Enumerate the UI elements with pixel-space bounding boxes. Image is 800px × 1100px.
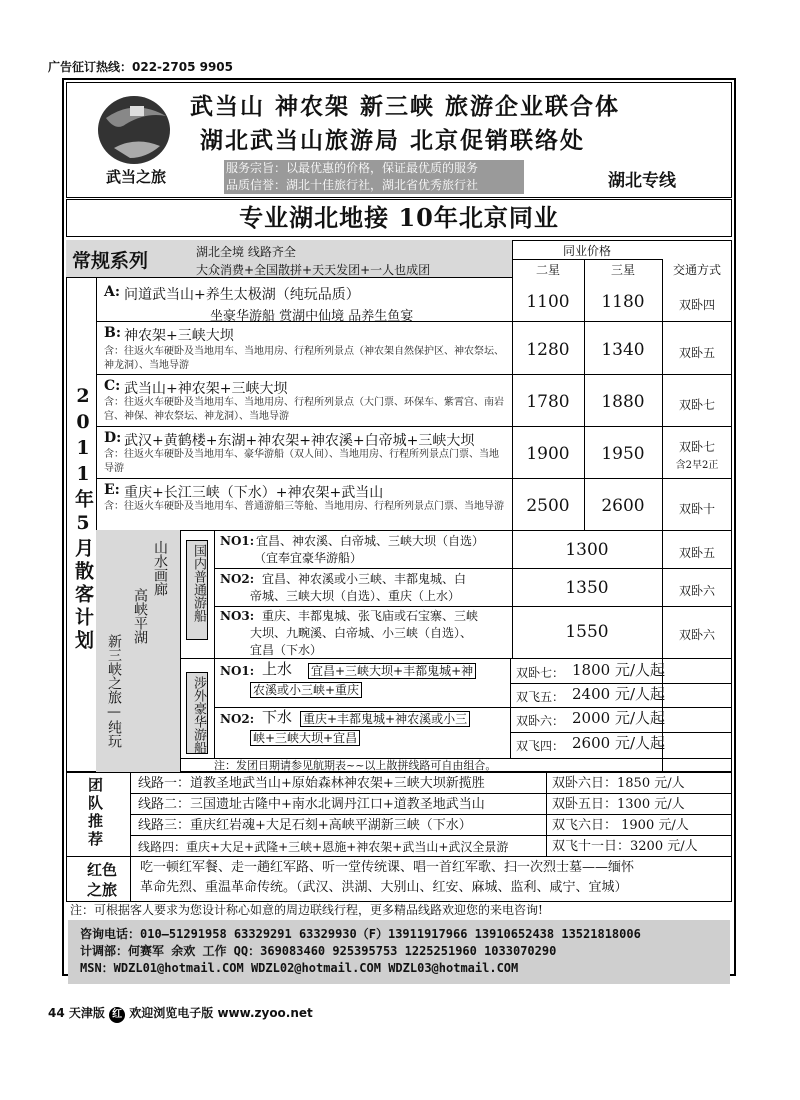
route-e-price-3star: 2600 xyxy=(601,496,645,516)
domestic-no1-price: 1300 xyxy=(565,540,609,560)
foreign-price-4: 2600 元/人起 xyxy=(572,734,665,752)
side-label: 2011年5月散客计划 xyxy=(72,385,94,653)
col-transport: 交通方式 xyxy=(672,263,721,277)
red-tour-line2: 革命先烈、重温革命传统。（武汉、洪湖、大别山、红安、麻城、监利、咸宁、宜城） xyxy=(140,880,628,895)
col-3star: 三星 xyxy=(610,263,635,277)
route-b-transport: 双卧五 xyxy=(678,346,715,360)
route-e-title: 重庆+长江三峡（下水）+神农架+武当山 xyxy=(124,485,384,501)
route-d-transport: 双卧七 xyxy=(678,440,715,454)
foreign-price-2: 2400 元/人起 xyxy=(572,685,665,703)
series-sub1: 湖北全境 线路齐全 xyxy=(196,245,296,259)
route-a-price-2star: 1100 xyxy=(526,292,570,312)
foreign-no2-route1 xyxy=(300,710,470,728)
route-d-code: D: xyxy=(104,430,122,446)
domestic-no1-line1: 宜昌、神农溪、白帝城、三峡大坝（自选） xyxy=(256,534,485,548)
red-badge-icon: 红 xyxy=(109,1007,125,1023)
domestic-no2-price: 1350 xyxy=(565,578,609,598)
foreign-no1-route2-text: 农溪或小三峡+重庆 xyxy=(250,682,362,698)
domestic-no3-code: NO3: xyxy=(220,609,255,623)
group-line-3-price: 双飞六日： 1900 元/人 xyxy=(552,818,689,833)
ad-hotline: 广告征订热线：022-2705 9905 xyxy=(48,60,234,74)
foreign-price-4-label: 双飞四： xyxy=(516,739,565,753)
series-label: 常规系列 xyxy=(72,250,149,272)
route-c-transport: 双卧七 xyxy=(678,398,715,412)
route-b-code: B: xyxy=(104,325,122,341)
domestic-no3-line3: 宜昌（下水） xyxy=(250,643,323,657)
foreign-price-1: 1800 元/人起 xyxy=(572,661,665,679)
route-b-price-3star: 1340 xyxy=(601,340,645,360)
domestic-no2-code: NO2: xyxy=(220,572,255,586)
header-title-2: 湖北武当山旅游局 北京促销联络处 xyxy=(200,127,586,154)
domestic-no2-line1: 宜昌、神农溪或小三峡、丰都鬼城、白 xyxy=(262,572,467,586)
group-line-3: 线路三：重庆红岩魂+大足石刻+高峡平湖新三峡（下水） xyxy=(138,818,472,833)
route-d-note: 含：往返火车硬卧及当地用车、豪华游船（双人间）、当地用房、行程所列景点门票、当地导游 xyxy=(104,449,499,474)
gorges-scenic-2: 高峡平湖 xyxy=(132,588,148,644)
gorges-note: 注：发团日期请参见航期表~~以上散拼线路可自由组合。 xyxy=(214,759,497,772)
foreign-price-3-label: 双卧六： xyxy=(516,714,565,728)
bottom-note: 注：可根据客人要求为您设计称心如意的周边联线行程，更多精品线路欢迎您的来电咨询! xyxy=(70,903,543,917)
group-line-1: 线路一：道教圣地武当山+原始森林神农架+三峡大坝新揽胜 xyxy=(138,776,485,791)
service-tenet: 服务宗旨：以最优惠的价格，保证最优质的服务 xyxy=(226,161,479,175)
contact-phone: 咨询电话：010—51291958 63329291 63329930（F）13911917966 13910652438 13521818006 xyxy=(80,927,641,941)
domestic-no1-line2: （宜奉宜豪华游船） xyxy=(254,551,363,565)
group-label: 团队推荐 xyxy=(88,776,104,848)
route-a-note: 坐豪华游船 赏湖中仙境 品养生鱼宴 xyxy=(210,309,414,324)
domestic-no2-transport: 双卧六 xyxy=(678,584,715,598)
route-a-price-3star: 1180 xyxy=(601,292,645,312)
foreign-no1-route2 xyxy=(250,681,362,699)
route-c-code: C: xyxy=(104,378,121,394)
route-a-transport: 双卧四 xyxy=(678,298,715,312)
header-title-1: 武当山 神农架 新三峡 旅游企业联合体 xyxy=(190,93,621,120)
foreign-no2-dir: 下水 xyxy=(262,708,293,726)
series-sub2: 大众消费+全国散拼+天天发团+一人也成团 xyxy=(196,263,431,277)
domestic-no3-line1: 重庆、丰都鬼城、张飞庙或石宝寨、三峡 xyxy=(262,609,479,623)
route-c-price-2star: 1780 xyxy=(526,392,570,412)
domestic-no2-line2: 帝城、三峡大坝（自选）、重庆（上水） xyxy=(250,589,461,603)
slogan: 专业湖北地接 10年北京同业 xyxy=(66,199,732,237)
contact-staff: 计调部：何赛军 余欢 工作 QQ：369083460 925395753 1225251960 1033070290 xyxy=(80,944,557,958)
foreign-no2-route1-text: 重庆+丰都鬼城+神农溪或小三 xyxy=(300,711,470,727)
contact-box xyxy=(68,920,730,984)
foreign-no1-dir: 上水 xyxy=(262,660,293,678)
foreign-no1-code: NO1: xyxy=(220,664,255,678)
group-line-2: 线路二：三国遗址古隆中+南水北调丹江口+道教圣地武当山 xyxy=(138,797,485,812)
domestic-no3-line2: 大坝、九畹溪、白帝城、小三峡（自选）、 xyxy=(250,626,473,640)
route-b-price-2star: 1280 xyxy=(526,340,570,360)
foreign-price-3: 2000 元/人起 xyxy=(572,709,665,727)
route-d-transport-note: 含2早2正 xyxy=(675,460,719,471)
foreign-no2-route2 xyxy=(250,729,360,747)
gorges-scenic-1: 山水画廊 xyxy=(152,540,168,596)
route-c-title: 武当山+神农架+三峡大坝 xyxy=(124,381,288,397)
service-box xyxy=(224,160,524,194)
contact-msn: MSN：WDZL01@hotmail.COM WDZL02@hotmail.COM WDZL03@hotmail.COM xyxy=(80,961,519,975)
group-line-1-price: 双卧六日：1850 元/人 xyxy=(552,776,685,791)
foreign-no1-route1 xyxy=(308,662,476,680)
region-label: 湖北专线 xyxy=(608,171,676,191)
route-d-price-3star: 1950 xyxy=(601,444,645,464)
domestic-no1-transport: 双卧五 xyxy=(678,546,715,560)
footer xyxy=(48,1004,313,1023)
gorges-vertical-label: 新三峡之旅—纯玩 xyxy=(106,634,122,748)
group-line-4: 线路四：重庆+大足+武隆+三峡+恩施+神农架+武当山+武汉全景游 xyxy=(138,840,509,854)
footer-text[interactable]: 欢迎浏览电子版 www.zyoo.net xyxy=(129,1006,313,1020)
route-d-price-2star: 1900 xyxy=(526,444,570,464)
foreign-no2-code: NO2: xyxy=(220,712,255,726)
route-d-title: 武汉+黄鹤楼+东湖+神农架+神农溪+白帝城+三峡大坝 xyxy=(124,433,475,449)
route-a-title: 问道武当山+养生太极湖（纯玩品质） xyxy=(124,287,360,303)
peer-price-label: 同业价格 xyxy=(562,244,611,258)
col-2star: 二星 xyxy=(535,263,560,277)
quality-credit: 品质信誉：湖北十佳旅行社，湖北省优秀旅行社 xyxy=(226,178,479,192)
domestic-no3-price: 1550 xyxy=(565,622,609,642)
route-e-price-2star: 2500 xyxy=(526,496,570,516)
group-line-4-price: 双飞十一日：3200 元/人 xyxy=(552,839,698,854)
foreign-no2-route2-text: 峡+三峡大坝+宜昌 xyxy=(250,730,360,746)
domestic-ship-label: 国内普通游船 xyxy=(191,544,206,622)
route-c-price-3star: 1880 xyxy=(601,392,645,412)
route-b-note: 含：往返火车硬卧及当地用车、当地用房、行程所列景点（神农架自然保护区、神农祭坛、神龙洞）、当地导游 xyxy=(104,346,504,371)
red-tour-line1: 吃一顿红军餐、走一趟红军路、听一堂传统课、唱一首红军歌、扫一次烈士墓——缅怀 xyxy=(140,860,635,875)
red-tour-label: 红色之旅 xyxy=(86,861,117,899)
foreign-ship-label: 涉外豪华游船 xyxy=(191,676,206,754)
logo-icon xyxy=(86,88,186,174)
route-e-note: 含：往返火车硬卧及当地用车、普通游船三等舱、当地用房、行程所列景点门票、当地导游 xyxy=(104,501,504,512)
logo-label: 武当之旅 xyxy=(105,168,166,186)
domestic-no1-code: NO1: xyxy=(220,534,255,548)
foreign-price-2-label: 双飞五： xyxy=(516,690,565,704)
foreign-price-1-label: 双卧七： xyxy=(516,666,565,680)
page-number: 44 xyxy=(48,1006,65,1020)
group-line-2-price: 双卧五日：1300 元/人 xyxy=(552,797,685,812)
edition: 天津版 xyxy=(68,1006,105,1020)
route-c-note: 含：往返火车硬卧及当地用车、当地用房、行程所列景点（大门票、环保车、紫霄宫、南岩宫、神保、神农祭坛、神龙洞）、当地导游 xyxy=(104,397,504,422)
foreign-no1-route1-text: 宜昌+三峡大坝+丰都鬼城+神 xyxy=(308,663,476,679)
route-a-code: A: xyxy=(104,284,121,300)
domestic-no3-transport: 双卧六 xyxy=(678,628,715,642)
route-e-transport: 双卧十 xyxy=(678,502,715,516)
route-e-code: E: xyxy=(104,482,120,498)
route-b-title: 神农架+三峡大坝 xyxy=(124,328,234,344)
